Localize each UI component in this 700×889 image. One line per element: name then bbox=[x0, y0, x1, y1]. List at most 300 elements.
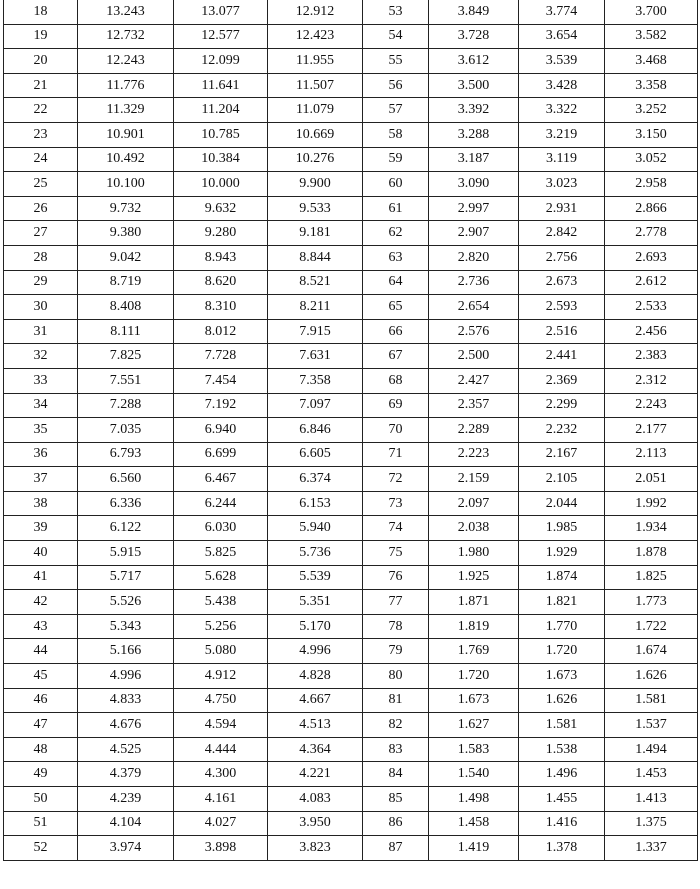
table-cell: 11.776 bbox=[78, 73, 174, 98]
table-cell: 1.878 bbox=[605, 541, 698, 566]
table-cell: 2.177 bbox=[605, 418, 698, 443]
table-cell: 4.379 bbox=[78, 762, 174, 787]
table-cell: 80 bbox=[363, 664, 429, 689]
table-cell: 3.582 bbox=[605, 24, 698, 49]
table-cell: 1.673 bbox=[519, 664, 605, 689]
table-cell: 76 bbox=[363, 565, 429, 590]
table-cell: 5.256 bbox=[174, 614, 268, 639]
table-cell: 3.428 bbox=[519, 73, 605, 98]
table-cell: 4.364 bbox=[268, 737, 363, 762]
table-cell: 6.560 bbox=[78, 467, 174, 492]
table-cell: 3.823 bbox=[268, 836, 363, 861]
table-cell: 4.444 bbox=[174, 737, 268, 762]
table-cell: 62 bbox=[363, 221, 429, 246]
table-cell: 2.654 bbox=[429, 295, 519, 320]
table-cell: 4.221 bbox=[268, 762, 363, 787]
table-cell: 4.083 bbox=[268, 787, 363, 812]
table-cell: 9.380 bbox=[78, 221, 174, 246]
table-cell: 82 bbox=[363, 713, 429, 738]
table-cell: 1.498 bbox=[429, 787, 519, 812]
table-cell: 70 bbox=[363, 418, 429, 443]
table-cell: 2.243 bbox=[605, 393, 698, 418]
table-cell: 1.537 bbox=[605, 713, 698, 738]
table-cell: 1.773 bbox=[605, 590, 698, 615]
table-cell: 55 bbox=[363, 49, 429, 74]
table-cell: 8.211 bbox=[268, 295, 363, 320]
table-cell: 26 bbox=[4, 196, 78, 221]
table-cell: 5.628 bbox=[174, 565, 268, 590]
table-row bbox=[4, 516, 698, 541]
table-cell: 6.605 bbox=[268, 442, 363, 467]
table-cell: 2.051 bbox=[605, 467, 698, 492]
table-cell: 2.097 bbox=[429, 491, 519, 516]
table-cell: 1.496 bbox=[519, 762, 605, 787]
table-cell: 42 bbox=[4, 590, 78, 615]
table-cell: 1.627 bbox=[429, 713, 519, 738]
table-cell: 9.280 bbox=[174, 221, 268, 246]
table-cell: 4.027 bbox=[174, 811, 268, 836]
table-cell: 10.785 bbox=[174, 122, 268, 147]
table-cell: 2.289 bbox=[429, 418, 519, 443]
table-cell: 2.038 bbox=[429, 516, 519, 541]
table-cell: 2.105 bbox=[519, 467, 605, 492]
table-cell: 29 bbox=[4, 270, 78, 295]
table-cell: 1.720 bbox=[429, 664, 519, 689]
table-cell: 48 bbox=[4, 737, 78, 762]
table-cell: 2.167 bbox=[519, 442, 605, 467]
table-cell: 7.728 bbox=[174, 344, 268, 369]
table-cell: 4.161 bbox=[174, 787, 268, 812]
table-cell: 1.980 bbox=[429, 541, 519, 566]
table-cell: 1.874 bbox=[519, 565, 605, 590]
table-cell: 6.030 bbox=[174, 516, 268, 541]
table-cell: 45 bbox=[4, 664, 78, 689]
table-cell: 1.626 bbox=[519, 688, 605, 713]
table-row bbox=[4, 590, 698, 615]
table-cell: 13.243 bbox=[78, 0, 174, 24]
table-cell: 11.955 bbox=[268, 49, 363, 74]
table-cell: 7.915 bbox=[268, 319, 363, 344]
table-cell: 3.539 bbox=[519, 49, 605, 74]
table-cell: 1.455 bbox=[519, 787, 605, 812]
table-cell: 5.915 bbox=[78, 541, 174, 566]
table-cell: 4.996 bbox=[268, 639, 363, 664]
table-cell: 3.119 bbox=[519, 147, 605, 172]
table-cell: 36 bbox=[4, 442, 78, 467]
table-cell: 10.901 bbox=[78, 122, 174, 147]
table-cell: 46 bbox=[4, 688, 78, 713]
table-cell: 7.358 bbox=[268, 368, 363, 393]
table-cell: 1.674 bbox=[605, 639, 698, 664]
table-cell: 1.871 bbox=[429, 590, 519, 615]
table-cell: 1.416 bbox=[519, 811, 605, 836]
table-cell: 2.232 bbox=[519, 418, 605, 443]
table-cell: 4.525 bbox=[78, 737, 174, 762]
table-row bbox=[4, 688, 698, 713]
table-cell: 4.300 bbox=[174, 762, 268, 787]
table-cell: 5.736 bbox=[268, 541, 363, 566]
table-body bbox=[4, 0, 698, 860]
table-cell: 5.526 bbox=[78, 590, 174, 615]
table-cell: 2.223 bbox=[429, 442, 519, 467]
table-cell: 56 bbox=[363, 73, 429, 98]
table-cell: 59 bbox=[363, 147, 429, 172]
table-cell: 3.700 bbox=[605, 0, 698, 24]
table-cell: 5.539 bbox=[268, 565, 363, 590]
table-cell: 63 bbox=[363, 245, 429, 270]
table-cell: 3.252 bbox=[605, 98, 698, 123]
table-cell: 50 bbox=[4, 787, 78, 812]
table-cell: 1.992 bbox=[605, 491, 698, 516]
table-cell: 4.239 bbox=[78, 787, 174, 812]
table-cell: 8.620 bbox=[174, 270, 268, 295]
table-cell: 11.079 bbox=[268, 98, 363, 123]
table-cell: 4.676 bbox=[78, 713, 174, 738]
table-cell: 3.898 bbox=[174, 836, 268, 861]
table-cell: 1.453 bbox=[605, 762, 698, 787]
table-cell: 4.667 bbox=[268, 688, 363, 713]
table-row bbox=[4, 147, 698, 172]
table-cell: 1.720 bbox=[519, 639, 605, 664]
table-row bbox=[4, 787, 698, 812]
table-row bbox=[4, 811, 698, 836]
table-cell: 52 bbox=[4, 836, 78, 861]
table-row bbox=[4, 565, 698, 590]
table-cell: 6.940 bbox=[174, 418, 268, 443]
table-cell: 1.378 bbox=[519, 836, 605, 861]
table-cell: 81 bbox=[363, 688, 429, 713]
table-cell: 3.187 bbox=[429, 147, 519, 172]
table-cell: 12.423 bbox=[268, 24, 363, 49]
table-cell: 30 bbox=[4, 295, 78, 320]
table-cell: 77 bbox=[363, 590, 429, 615]
table-cell: 6.699 bbox=[174, 442, 268, 467]
table-cell: 5.717 bbox=[78, 565, 174, 590]
table-cell: 10.669 bbox=[268, 122, 363, 147]
table-cell: 2.693 bbox=[605, 245, 698, 270]
table-row bbox=[4, 442, 698, 467]
table-cell: 2.778 bbox=[605, 221, 698, 246]
table-cell: 1.419 bbox=[429, 836, 519, 861]
data-table bbox=[3, 0, 698, 861]
table-cell: 2.866 bbox=[605, 196, 698, 221]
table-row bbox=[4, 664, 698, 689]
table-cell: 71 bbox=[363, 442, 429, 467]
table-row bbox=[4, 467, 698, 492]
table-cell: 1.375 bbox=[605, 811, 698, 836]
table-cell: 1.337 bbox=[605, 836, 698, 861]
table-cell: 1.769 bbox=[429, 639, 519, 664]
table-cell: 57 bbox=[363, 98, 429, 123]
table-cell: 4.513 bbox=[268, 713, 363, 738]
table-cell: 74 bbox=[363, 516, 429, 541]
table-cell: 3.849 bbox=[429, 0, 519, 24]
table-cell: 8.111 bbox=[78, 319, 174, 344]
table-cell: 3.090 bbox=[429, 172, 519, 197]
table-cell: 11.329 bbox=[78, 98, 174, 123]
table-cell: 68 bbox=[363, 368, 429, 393]
table-cell: 5.825 bbox=[174, 541, 268, 566]
table-cell: 3.468 bbox=[605, 49, 698, 74]
table-cell: 3.612 bbox=[429, 49, 519, 74]
table-cell: 83 bbox=[363, 737, 429, 762]
table-cell: 37 bbox=[4, 467, 78, 492]
table-cell: 64 bbox=[363, 270, 429, 295]
table-cell: 8.943 bbox=[174, 245, 268, 270]
table-cell: 3.654 bbox=[519, 24, 605, 49]
table-cell: 8.719 bbox=[78, 270, 174, 295]
table-cell: 3.974 bbox=[78, 836, 174, 861]
table-cell: 2.500 bbox=[429, 344, 519, 369]
table-cell: 12.243 bbox=[78, 49, 174, 74]
table-cell: 32 bbox=[4, 344, 78, 369]
table-row bbox=[4, 196, 698, 221]
table-cell: 5.438 bbox=[174, 590, 268, 615]
table-row bbox=[4, 295, 698, 320]
table-cell: 25 bbox=[4, 172, 78, 197]
table-cell: 1.581 bbox=[519, 713, 605, 738]
table-cell: 12.577 bbox=[174, 24, 268, 49]
table-cell: 4.996 bbox=[78, 664, 174, 689]
table-cell: 2.533 bbox=[605, 295, 698, 320]
table-cell: 8.310 bbox=[174, 295, 268, 320]
table-cell: 7.551 bbox=[78, 368, 174, 393]
table-cell: 2.931 bbox=[519, 196, 605, 221]
table-cell: 24 bbox=[4, 147, 78, 172]
table-row bbox=[4, 393, 698, 418]
table-row bbox=[4, 836, 698, 861]
table-cell: 7.035 bbox=[78, 418, 174, 443]
table-cell: 10.384 bbox=[174, 147, 268, 172]
table-cell: 1.722 bbox=[605, 614, 698, 639]
table-cell: 7.631 bbox=[268, 344, 363, 369]
table-row bbox=[4, 344, 698, 369]
table-cell: 1.540 bbox=[429, 762, 519, 787]
table-cell: 11.507 bbox=[268, 73, 363, 98]
table-cell: 51 bbox=[4, 811, 78, 836]
table-cell: 7.288 bbox=[78, 393, 174, 418]
table-cell: 6.244 bbox=[174, 491, 268, 516]
table-cell: 3.728 bbox=[429, 24, 519, 49]
table-cell: 38 bbox=[4, 491, 78, 516]
table-cell: 2.516 bbox=[519, 319, 605, 344]
table-cell: 2.820 bbox=[429, 245, 519, 270]
table-row bbox=[4, 541, 698, 566]
table-cell: 8.408 bbox=[78, 295, 174, 320]
table-cell: 12.732 bbox=[78, 24, 174, 49]
table-cell: 1.985 bbox=[519, 516, 605, 541]
table-cell: 54 bbox=[363, 24, 429, 49]
table-cell: 44 bbox=[4, 639, 78, 664]
table-cell: 10.492 bbox=[78, 147, 174, 172]
table-cell: 3.322 bbox=[519, 98, 605, 123]
table-cell: 1.925 bbox=[429, 565, 519, 590]
table-cell: 4.833 bbox=[78, 688, 174, 713]
table-cell: 27 bbox=[4, 221, 78, 246]
table-cell: 21 bbox=[4, 73, 78, 98]
table-cell: 4.828 bbox=[268, 664, 363, 689]
table-row bbox=[4, 614, 698, 639]
table-cell: 2.756 bbox=[519, 245, 605, 270]
table-cell: 3.950 bbox=[268, 811, 363, 836]
table-cell: 7.097 bbox=[268, 393, 363, 418]
table-row bbox=[4, 0, 698, 24]
table-cell: 3.219 bbox=[519, 122, 605, 147]
table-cell: 2.593 bbox=[519, 295, 605, 320]
table-cell: 1.819 bbox=[429, 614, 519, 639]
table-cell: 40 bbox=[4, 541, 78, 566]
table-cell: 2.427 bbox=[429, 368, 519, 393]
table-cell: 5.351 bbox=[268, 590, 363, 615]
table-cell: 33 bbox=[4, 368, 78, 393]
table-row bbox=[4, 639, 698, 664]
table-cell: 11.204 bbox=[174, 98, 268, 123]
table-cell: 3.392 bbox=[429, 98, 519, 123]
table-cell: 43 bbox=[4, 614, 78, 639]
table-cell: 2.576 bbox=[429, 319, 519, 344]
table-cell: 1.494 bbox=[605, 737, 698, 762]
table-cell: 9.900 bbox=[268, 172, 363, 197]
table-cell: 4.750 bbox=[174, 688, 268, 713]
table-row bbox=[4, 221, 698, 246]
table-row bbox=[4, 762, 698, 787]
table-cell: 2.673 bbox=[519, 270, 605, 295]
table-cell: 7.192 bbox=[174, 393, 268, 418]
table-cell: 2.456 bbox=[605, 319, 698, 344]
table-cell: 6.153 bbox=[268, 491, 363, 516]
table-cell: 66 bbox=[363, 319, 429, 344]
table-cell: 5.940 bbox=[268, 516, 363, 541]
table-cell: 3.150 bbox=[605, 122, 698, 147]
table-cell: 49 bbox=[4, 762, 78, 787]
table-cell: 72 bbox=[363, 467, 429, 492]
table-cell: 1.538 bbox=[519, 737, 605, 762]
table-cell: 9.181 bbox=[268, 221, 363, 246]
table-cell: 1.413 bbox=[605, 787, 698, 812]
table-cell: 6.374 bbox=[268, 467, 363, 492]
table-cell: 8.521 bbox=[268, 270, 363, 295]
table-cell: 35 bbox=[4, 418, 78, 443]
table-cell: 19 bbox=[4, 24, 78, 49]
table-cell: 61 bbox=[363, 196, 429, 221]
table-cell: 85 bbox=[363, 787, 429, 812]
table-cell: 5.166 bbox=[78, 639, 174, 664]
table-cell: 2.958 bbox=[605, 172, 698, 197]
table-cell: 2.357 bbox=[429, 393, 519, 418]
table-cell: 53 bbox=[363, 0, 429, 24]
table-cell: 3.358 bbox=[605, 73, 698, 98]
table-cell: 5.170 bbox=[268, 614, 363, 639]
table-cell: 2.441 bbox=[519, 344, 605, 369]
table-cell: 60 bbox=[363, 172, 429, 197]
table-cell: 20 bbox=[4, 49, 78, 74]
table-cell: 9.732 bbox=[78, 196, 174, 221]
table-cell: 67 bbox=[363, 344, 429, 369]
table-row bbox=[4, 319, 698, 344]
table-cell: 87 bbox=[363, 836, 429, 861]
table-cell: 23 bbox=[4, 122, 78, 147]
table-cell: 75 bbox=[363, 541, 429, 566]
table-cell: 18 bbox=[4, 0, 78, 24]
table-cell: 4.594 bbox=[174, 713, 268, 738]
table-cell: 73 bbox=[363, 491, 429, 516]
table-cell: 39 bbox=[4, 516, 78, 541]
table-cell: 7.825 bbox=[78, 344, 174, 369]
table-cell: 3.288 bbox=[429, 122, 519, 147]
table-cell: 65 bbox=[363, 295, 429, 320]
table-cell: 78 bbox=[363, 614, 429, 639]
table-row bbox=[4, 491, 698, 516]
table-cell: 5.343 bbox=[78, 614, 174, 639]
table-cell: 2.736 bbox=[429, 270, 519, 295]
table-cell: 3.023 bbox=[519, 172, 605, 197]
table-row bbox=[4, 49, 698, 74]
table-cell: 2.997 bbox=[429, 196, 519, 221]
table-cell: 22 bbox=[4, 98, 78, 123]
table-cell: 34 bbox=[4, 393, 78, 418]
table-cell: 28 bbox=[4, 245, 78, 270]
table-cell: 4.912 bbox=[174, 664, 268, 689]
table-cell: 84 bbox=[363, 762, 429, 787]
table-cell: 79 bbox=[363, 639, 429, 664]
table-cell: 1.821 bbox=[519, 590, 605, 615]
table-row bbox=[4, 418, 698, 443]
table-cell: 2.044 bbox=[519, 491, 605, 516]
table-cell: 1.929 bbox=[519, 541, 605, 566]
table-cell: 2.159 bbox=[429, 467, 519, 492]
table-row bbox=[4, 122, 698, 147]
table-cell: 11.641 bbox=[174, 73, 268, 98]
table-cell: 10.000 bbox=[174, 172, 268, 197]
table-row bbox=[4, 172, 698, 197]
table-cell: 69 bbox=[363, 393, 429, 418]
table-cell: 8.012 bbox=[174, 319, 268, 344]
table-cell: 31 bbox=[4, 319, 78, 344]
table-cell: 5.080 bbox=[174, 639, 268, 664]
table-row bbox=[4, 98, 698, 123]
table-cell: 1.626 bbox=[605, 664, 698, 689]
table-cell: 6.467 bbox=[174, 467, 268, 492]
table-cell: 10.100 bbox=[78, 172, 174, 197]
table-cell: 3.052 bbox=[605, 147, 698, 172]
table-cell: 2.612 bbox=[605, 270, 698, 295]
table-cell: 1.458 bbox=[429, 811, 519, 836]
table-cell: 4.104 bbox=[78, 811, 174, 836]
table-cell: 12.099 bbox=[174, 49, 268, 74]
table-row bbox=[4, 245, 698, 270]
table-cell: 7.454 bbox=[174, 368, 268, 393]
table-cell: 47 bbox=[4, 713, 78, 738]
table-cell: 6.336 bbox=[78, 491, 174, 516]
table-row bbox=[4, 24, 698, 49]
table-cell: 9.042 bbox=[78, 245, 174, 270]
table-cell: 1.770 bbox=[519, 614, 605, 639]
table-cell: 58 bbox=[363, 122, 429, 147]
table-row bbox=[4, 737, 698, 762]
table-cell: 13.077 bbox=[174, 0, 268, 24]
table-cell: 2.312 bbox=[605, 368, 698, 393]
table-cell: 2.113 bbox=[605, 442, 698, 467]
table-cell: 6.122 bbox=[78, 516, 174, 541]
table-row bbox=[4, 73, 698, 98]
table-cell: 9.632 bbox=[174, 196, 268, 221]
table-row bbox=[4, 713, 698, 738]
table-cell: 2.383 bbox=[605, 344, 698, 369]
table-cell: 3.774 bbox=[519, 0, 605, 24]
table-row bbox=[4, 270, 698, 295]
table-cell: 1.581 bbox=[605, 688, 698, 713]
table-cell: 12.912 bbox=[268, 0, 363, 24]
